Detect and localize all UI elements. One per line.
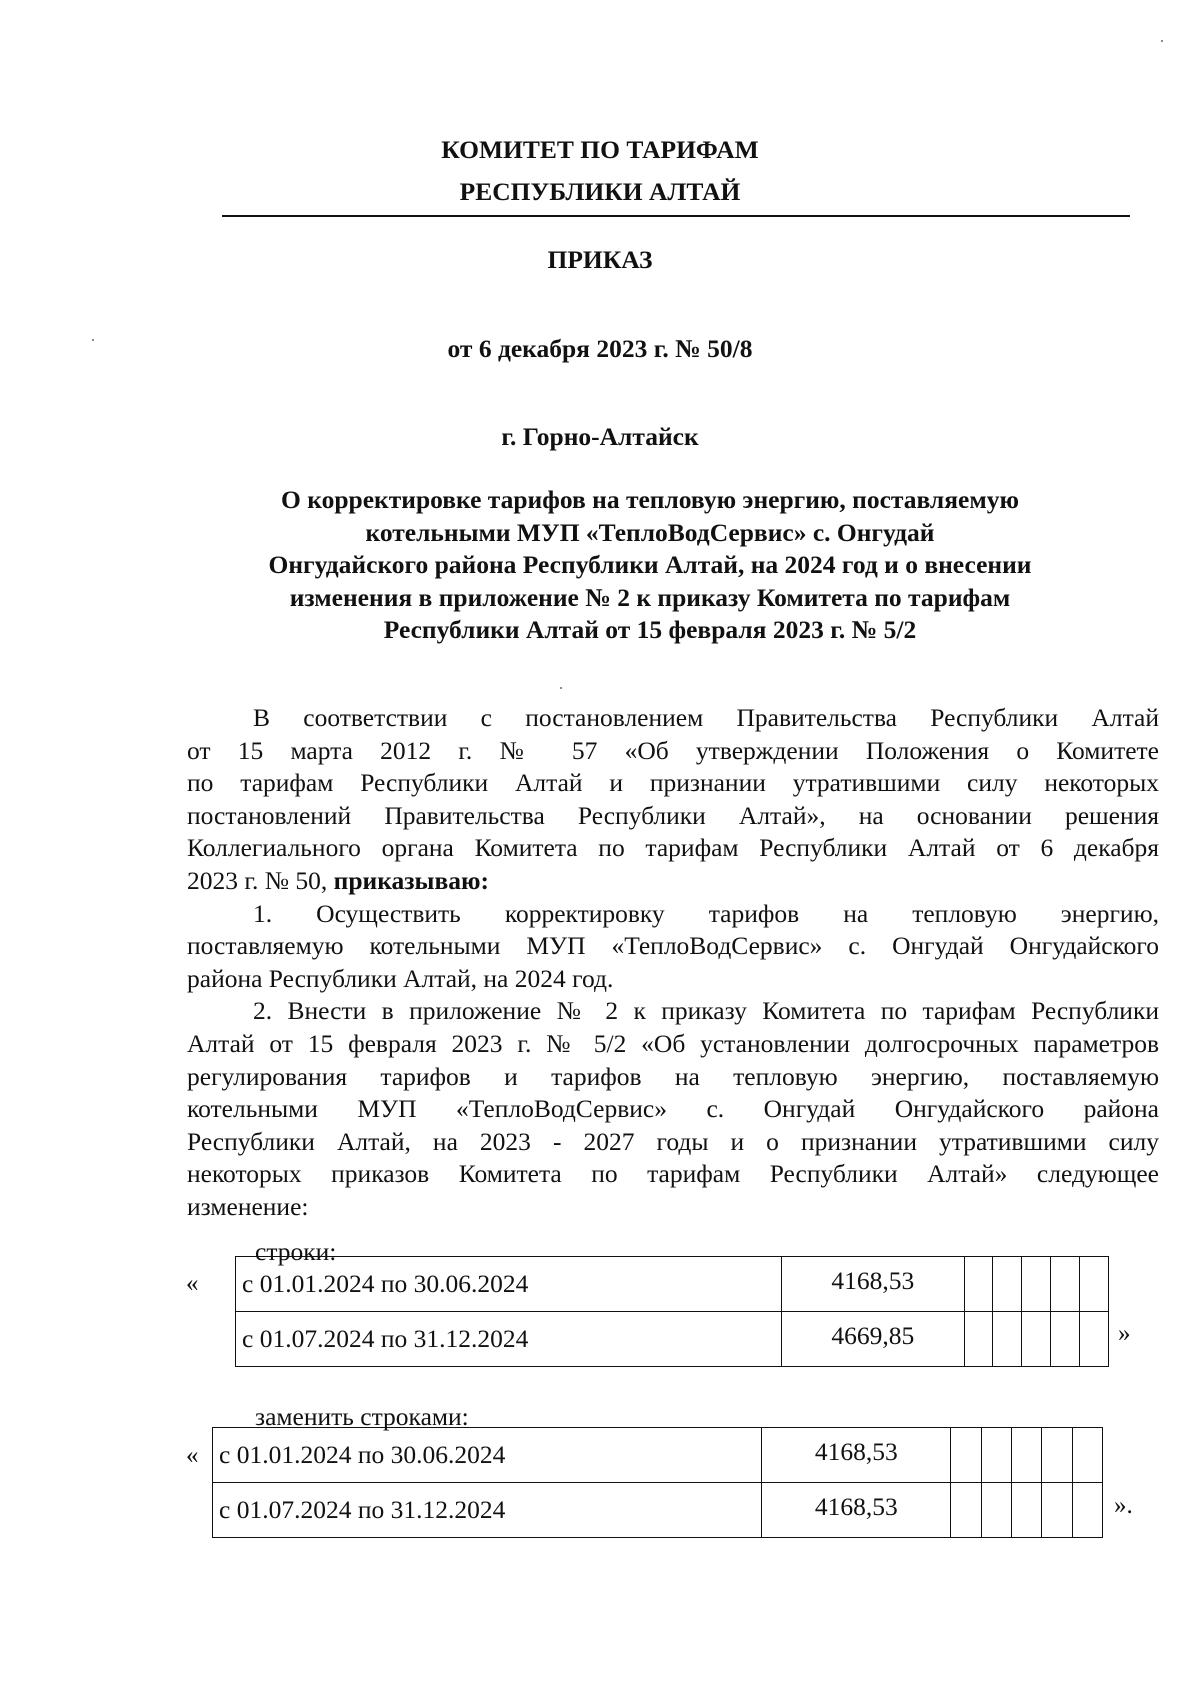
empty-cell [964,1257,993,1312]
empty-cell [981,1483,1011,1538]
empty-cell [1042,1483,1072,1538]
preamble-line: В соответствии с постановлением Правительства Республики Алтай [253,703,1159,732]
item1-line: района Республики Алтай, на 2024 год. [187,963,614,993]
table-row [236,1312,1109,1367]
old-tariff-table [235,1256,1109,1367]
title-line: котельными МУП «ТеплоВодСервис» с. Онгудай [365,517,935,547]
preamble-line: постановлений Правительства Республики Алтай», на основании решения [187,800,1159,830]
old-open-quote: « [186,1270,199,1297]
document-body [187,702,1159,1224]
table-row [213,1428,1103,1483]
period-cell: с 01.07.2024 по 31.12.2024 [236,1312,782,1367]
empty-cell [1022,1312,1051,1367]
item1-line: 1. Осуществить корректировку тарифов на тепловую энергию, [253,898,1159,928]
value-cell: 4168,53 [762,1428,951,1483]
empty-cell [993,1257,1022,1312]
old-rows-label: строки: [255,1237,337,1266]
scan-speck [1161,40,1163,42]
item2-line: 2. Внести в приложение № 2 к приказу Комитета по тарифам Республики [253,996,1159,1026]
empty-cell [1080,1312,1109,1367]
header-divider [222,215,1130,217]
period-cell: с 01.01.2024 по 30.06.2024 [213,1428,762,1483]
title-line: Республики Алтай от 15 февраля 2023 г. № 5/2 [383,615,917,644]
empty-cell [1042,1428,1072,1483]
document-title [190,484,1110,647]
value-cell: 4168,53 [781,1257,964,1312]
value-cell: 4168,53 [762,1483,951,1538]
title-line: изменения в приложение № 2 к приказу Комитета по тарифам [289,582,1011,612]
new-rows-label: заменить строками: [255,1402,469,1431]
empty-cell [993,1312,1022,1367]
empty-cell [981,1428,1011,1483]
new-open-quote: « [186,1442,199,1469]
empty-cell [951,1483,981,1538]
period-cell: с 01.07.2024 по 31.12.2024 [213,1483,762,1538]
title-line: О корректировке тарифов на тепловую энергию, поставляемую [281,485,1019,514]
item2-line: некоторых приказов Комитета по тарифам Республики Алтай» следующее [187,1159,1159,1189]
date-and-number: от 6 декабря 2023 г. № 50/8 [447,334,753,363]
preamble-line: 2023 г. № 50, приказываю: [187,865,489,895]
item2-line: котельными МУП «ТеплоВодСервис» с. Онгудай Онгудайского района [187,1094,1159,1124]
order-verb: приказываю: [333,865,489,895]
preamble-line: Коллегиального органа Комитета по тарифам Республики Алтай от 6 декабря [187,833,1159,863]
document-type: ПРИКАЗ [547,245,653,274]
preamble-line: по тарифам Республики Алтай и признании утратившими силу некоторых [187,768,1159,798]
empty-cell [1080,1257,1109,1312]
table-row [236,1257,1109,1312]
scan-speck [92,339,94,341]
scan-speck [560,687,562,689]
title-line: Онгудайского района Республики Алтай, на 2024 год и о внесении [268,550,1032,579]
empty-cell [1072,1483,1102,1538]
item2-line: Республики Алтай, на 2023 - 2027 годы и о признании утратившими силу [187,1126,1159,1156]
empty-cell [1051,1257,1080,1312]
place: г. Горно-Алтайск [501,422,699,451]
empty-cell [1072,1428,1102,1483]
period-cell: с 01.01.2024 по 30.06.2024 [236,1257,782,1312]
empty-cell [1011,1428,1041,1483]
table-row [213,1483,1103,1538]
value-cell: 4669,85 [781,1312,964,1367]
item2-line: регулирования тарифов и тарифов на тепловую энергию, поставляемую [187,1061,1159,1091]
item1-line: поставляемую котельными МУП «ТеплоВодСервис» с. Онгудай Онгудайского [187,931,1159,961]
empty-cell [1011,1483,1041,1538]
empty-cell [964,1312,993,1367]
new-close-quote: ». [1114,1492,1133,1519]
empty-cell [951,1428,981,1483]
old-close-quote: » [1118,1320,1131,1347]
item2-line: Алтай от 15 февраля 2023 г. № 5/2 «Об установлении долгосрочных параметров [187,1028,1159,1058]
new-tariff-table [212,1427,1103,1538]
org-name-line1: КОМИТЕТ ПО ТАРИФАМ [441,135,759,164]
org-name-line2: РЕСПУБЛИКИ АЛТАЙ [459,177,741,206]
item2-line: изменение: [187,1191,309,1221]
empty-cell [1051,1312,1080,1367]
empty-cell [1022,1257,1051,1312]
preamble-line: от 15 марта 2012 г. № 57 «Об утверждении Положения о Комитете [187,735,1159,765]
